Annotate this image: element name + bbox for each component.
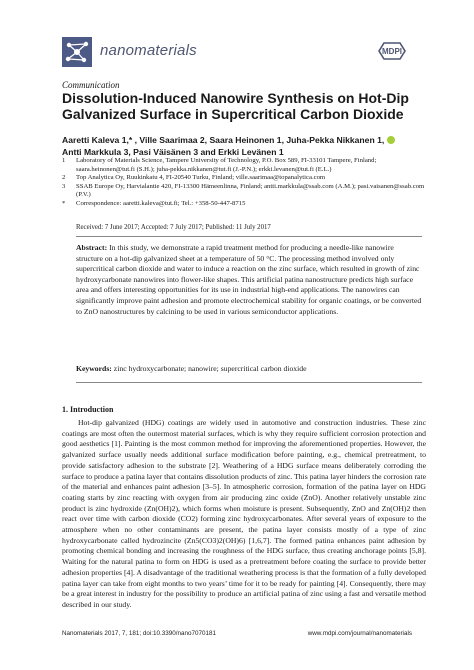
affiliation-text: SSAB Europe Oy, Harvialantie 420, FI-13300 Hämeenlinna, Finland; antti.markkula@ssab.com (A.M.); pasi.vaisanen@ssab.com (P.V.) — [76, 182, 425, 199]
correspondence-text: Correspondence: aaretti.kaleva@tut.fi; Tel.: +358-50-447-8715 — [76, 199, 246, 207]
divider-bottom — [76, 382, 422, 383]
affiliation-item — [62, 174, 432, 183]
section-heading: 1. Introduction — [62, 405, 114, 414]
author-line-2: Antti Markkula 3, Pasi Väisänen 3 and Erkki Levänen 1 — [62, 147, 284, 157]
authors-line-1-text: Aaretti Kaleva 1,* , Ville Saarimaa 2, Saara Heinonen 1, Juha-Pekka Nikkanen 1, — [62, 135, 385, 145]
mdpi-logo — [376, 41, 408, 61]
affiliation-item — [62, 157, 432, 174]
keywords-text: zinc hydroxycarbonate; nanowire; supercritical carbon dioxide — [113, 364, 307, 373]
author-list — [62, 134, 422, 158]
keywords — [76, 364, 422, 373]
affiliations — [62, 157, 432, 209]
journal-name: nanomaterials — [100, 42, 197, 59]
affiliation-item — [62, 183, 432, 200]
nanomaterials-logo-icon — [62, 37, 92, 67]
correspondence-mark: * — [62, 199, 66, 207]
orcid-icon[interactable] — [387, 136, 395, 144]
keywords-label: Keywords: — [76, 364, 112, 373]
affiliation-mark: 2 — [62, 174, 66, 182]
correspondence-item — [62, 200, 432, 209]
affiliation-text: Laboratory of Materials Science, Tampere University of Technology, P.O. Box 589, FI-33101 Tampere, Finland; saara.heinonen@tut.fi (S.H.); juha-pekka.nikkanen@tut.fi (J.-P.N.); erkki.levanen@tut.fi (E.L.) — [76, 157, 377, 173]
affiliation-mark: 1 — [62, 157, 66, 164]
mdpi-logo-text: MDPI — [382, 47, 402, 56]
author-line-1 — [62, 134, 422, 146]
abstract — [76, 243, 422, 317]
footer-url[interactable]: www.mdpi.com/journal/nanomaterials — [307, 630, 412, 637]
journal-header — [62, 34, 412, 74]
affiliation-mark: 3 — [62, 182, 66, 190]
article-title: Dissolution-Induced Nanowire Synthesis on Hot-Dip Galvanized Surface in Supercritical Carbon Dioxide — [62, 90, 409, 122]
introduction-paragraph: Hot-dip galvanized (HDG) coatings are widely used in automotive and construction industries. These zinc coatings are most often the outermost material surfaces, which is why they require sufficient corrosion protection and good aesthetics [1]. Painting is the most common method for improving the aforementioned properties. However, the galvanized surface usually needs additional surface modification before painting, e.g., chemical pretreatment, to provide satisfactory adhesion to the substrate [2]. Weathering of a HDG surface means deliberately corroding the surface to produce a patina layer that contains dissolution products of zinc. This patina layer hinders the corrosion rate of the material and enhances paint adhesion [3–5]. In atmospheric corrosion, formation of the patina layer on HDG coating starts by zinc reacting with oxygen from air producing zinc oxide (ZnO). Another relatively unstable zinc product is zinc hydroxide (Zn(OH)2), which forms when moisture is present. Subsequently, ZnO and Zn(OH)2 then react over time with carbon dioxide (CO2) forming zinc hydroxycarbonates. After several years of exposure to the atmosphere when no other contaminants are present, the patina layer consists mostly of a type of zinc hydroxycarbonate called hydrozincite (Zn5(CO3)2(OH)6) [1,6,7]. The formed patina enhances paint adhesion by promoting chemical bonding and increasing the roughness of the HDG surface, thus creating anchorage points [5,8]. Waiting for the natural patina to form on HDG is used as a pretreatment before coating the surface to provide better adhesion properties [4]. A disadvantage of the traditional weathering process is that the formation of a fully developed patina layer can take from eight months to two years’ time for it to be ready for painting [4]. Consequently, there may be a great interest in industry for the possibility to produce an artificial patina of zinc using a fast and versatile method described in our study. — [62, 418, 426, 609]
affiliation-text: Top Analytica Oy, Ruukinkatu 4, FI-20540 Turku, Finland; ville.saarimaa@topanalytica.com — [76, 174, 326, 182]
publication-dates: Received: 7 June 2017; Accepted: 7 July 2017; Published: 11 July 2017 — [76, 224, 271, 231]
footer-citation: Nanomaterials 2017, 7, 181; doi:10.3390/nano7070181 — [62, 630, 217, 637]
article-type: Communication — [62, 80, 120, 90]
divider-top — [76, 236, 422, 237]
abstract-text: In this study, we demonstrate a rapid treatment method for producing a needle-like nanowire structure on a hot-dip galvanized sheet at a temperature of 50 °C. The processing method involved only supercritical carbon dioxide and water to induce a reaction on the zinc surface, which resulted in growth of zinc hydroxycarbonate nanowires into flower-like shapes. This artificial patina nanostructure predicts high surface area and offers interesting opportunities for its use in industrial high-end applications. The nanowires can significantly improve paint adhesion and promote electrochemical stability for organic coatings, or be converted to ZnO nanostructures by calcining to be used in various semiconductor applications. — [76, 243, 422, 316]
abstract-label: Abstract: — [76, 243, 108, 252]
